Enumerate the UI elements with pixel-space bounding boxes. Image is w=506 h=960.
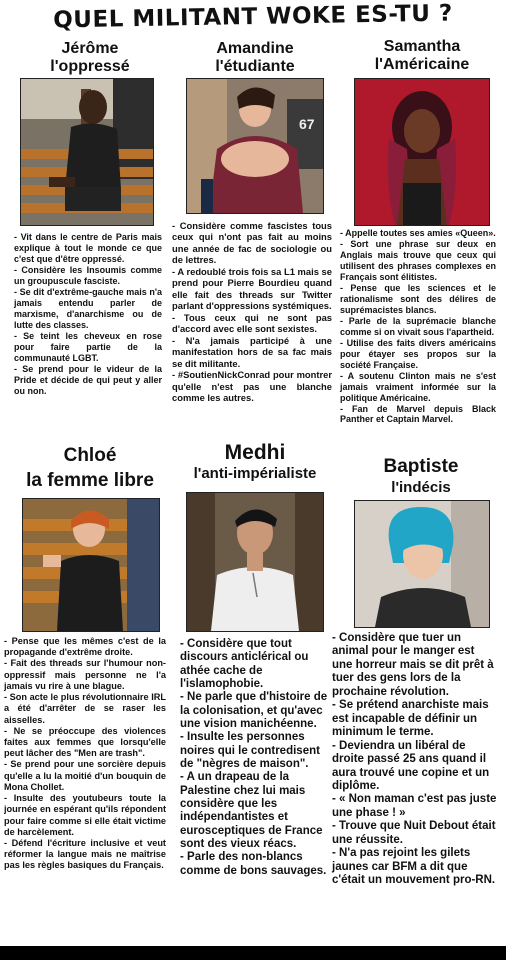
- panel-1-bullet: - Se teint les cheveux en rose pour faire partie de la communauté LGBT.: [14, 330, 162, 363]
- panel-2-subtitle: l'étudiante: [215, 57, 295, 75]
- panel-1-bullet: - Se dit d'extrême-gauche mais n'a jamais entendu parler de marxisme, d'anarchisme ou de lutte des classes.: [14, 286, 162, 330]
- panel-3-name: Samantha: [383, 38, 461, 55]
- panel-3-bullet: - Parle de la suprémacie blanche comme si on vivait sous l'apartheid.: [340, 315, 496, 337]
- panel-3-photo: [354, 78, 490, 226]
- panel-4-bullet: - Insulte des youtubeurs toute la journée en espérant qu'ils répondent pour faire comme si elle était victime de harcèlement.: [4, 793, 166, 837]
- panel-4-name: Chloé: [63, 445, 117, 466]
- panel-6-subtitle: l'indécis: [391, 478, 451, 496]
- panel-1-bullets: [14, 232, 162, 397]
- panel-5-photo: [186, 492, 324, 632]
- panel-4-bullet: - Son acte le plus révolutionnaire IRL a été d'arrêter de se raser les aisselles.: [4, 692, 166, 725]
- panel-5-bullet: - Insulte les personnes noires qui le contredisent de "nègres de maison".: [180, 731, 320, 770]
- panel-2-bullet: - Tous ceux qui ne sont pas d'accord avec elle sont sexistes.: [172, 311, 332, 335]
- panel-3-bullet: - Fan de Marvel depuis Black Panther et Captain Marvel.: [340, 403, 496, 425]
- panel-1-bullet: - Vit dans le centre de Paris mais explique à tout le monde ce que c'est que d'être oppressé.: [14, 232, 162, 264]
- panel-1-heading: [20, 40, 160, 76]
- panel-5-bullets: [180, 638, 332, 878]
- panel-3-subtitle: l'Américaine: [374, 55, 470, 73]
- panel-3-heading: [352, 38, 492, 74]
- panel-2-photo: [186, 78, 324, 214]
- panel-6-bullet: - Deviendra un libéral de droite passé 25 ans quand il aura trouvé une copine et un diplôme.: [332, 739, 490, 792]
- panel-3-bullet: - Utilise des faits divers américains pour étayer ses propos sur la société Française.: [340, 337, 496, 370]
- panel-2-bullets: [172, 220, 332, 404]
- panel-4-bullet: - Défend l'écriture inclusive et veut réformer la langue mais ne maîtrise pas les règles basiques du Français.: [4, 837, 166, 871]
- panel-1-bullet: - Considère les Insoumis comme un groupuscule fasciste.: [14, 264, 162, 286]
- panel-4-bullet: - Pense que les mêmes c'est de la propagande d'extrême droite.: [4, 636, 166, 658]
- panel-6-heading: [346, 456, 496, 497]
- panel-6-name: Baptiste: [383, 456, 459, 477]
- panel-1-name: Jérôme: [61, 40, 119, 57]
- panel-5-bullet: - Ne parle que d'histoire de la colonisation, et qu'avec une vision manichéenne.: [180, 691, 328, 730]
- panel-5-bullet: - Parle des non-blancs comme de bons sauvages.: [180, 851, 327, 877]
- panel-3-bullets: [340, 228, 496, 425]
- bottom-border: [0, 946, 506, 960]
- panel-2-heading: [180, 40, 330, 76]
- panel-6-bullet: - Trouve que Nuit Debout était une réussite.: [332, 820, 496, 846]
- panel-6-bullet: - N'a pas rejoint les gilets jaunes car BFM a dit que c'était un mouvement pro-RN.: [332, 847, 496, 887]
- panel-5-bullet: - Considère que tout discours anticlérical ou athée cache de l'islamophobie.: [180, 638, 309, 690]
- panel-1-photo: [20, 78, 154, 226]
- panel-6-photo: [354, 500, 490, 628]
- panel-6-bullets: [332, 632, 498, 888]
- panel-2-bullet: - A redoublé trois fois sa L1 mais se prend pour Pierre Bourdieu quand elle fait des threads sur Twitter parlant d'oppressions systémiques.: [172, 265, 332, 312]
- panel-3-bullet: - Sort une phrase sur deux en Anglais mais trouve que ceux qui utilisent des phrases complexes en Français sont élitistes.: [340, 238, 496, 282]
- panel-3-bullet: - A soutenu Clinton mais ne s'est jamais vraiment informée sur la politique Américaine.: [340, 370, 496, 403]
- panel-4-bullet: - Se prend pour une sorcière depuis qu'elle a lu la moitié d'un bouquin de Mona Chollet.: [4, 759, 166, 792]
- panel-4-subtitle: la femme libre: [26, 469, 154, 491]
- photo-sign-number: 67: [299, 116, 315, 132]
- panel-1-subtitle: l'oppressé: [50, 57, 130, 75]
- panel-4-bullet: - Fait des threads sur l'humour non-oppressif mais personne ne l'a jamais vu rire à une blague.: [4, 658, 166, 691]
- panel-4-bullets: [4, 636, 166, 872]
- panel-2-bullet: - #SoutienNickConrad pour montrer qu'elle n'est pas une blanche comme les autres.: [172, 369, 332, 404]
- panel-2-bullet: - Considère comme fascistes tous ceux qui n'ont pas fait au moins une année de fac de sociologie ou de lettres.: [172, 220, 332, 266]
- panel-6-bullet: - « Non maman c'est pas juste une phase ! »: [332, 793, 497, 819]
- panel-5-name: Medhi: [224, 441, 286, 464]
- panel-5-bullet: - A un drapeau de la Palestine chez lui mais considère que les indépendantistes et eurosceptiques de France sont des vieux réacs.: [180, 771, 323, 850]
- panel-4-heading: [8, 444, 172, 493]
- panel-4-photo: [22, 498, 160, 632]
- panel-2-name: Amandine: [216, 40, 294, 57]
- panel-2-bullet: - N'a jamais participé à une manifestation hors de sa fac mais se dit militante.: [172, 334, 332, 369]
- panel-4-bullet: - Ne se préoccupe des violences faites aux femmes que lorsqu'elle peut lâcher des "Men are trash".: [4, 725, 166, 759]
- panel-6-bullet: - Considère que tuer un animal pour le manger est une horreur mais se dit prêt à tuer des gens lors de la prochaine révolution.: [332, 632, 494, 698]
- panel-5-heading: [172, 440, 338, 483]
- panel-3-bullet: - Pense que les sciences et le rationalisme sont des délires de suprémacistes blancs.: [340, 282, 496, 315]
- panel-1-bullet: - Se prend pour le videur de la Pride et décide de qui peut y aller ou non.: [14, 363, 162, 396]
- panel-5-subtitle: l'anti-impérialiste: [193, 465, 317, 483]
- panel-3-bullet: - Appelle toutes ses amies «Queen».: [340, 228, 496, 238]
- panel-6-bullet: - Se prétend anarchiste mais est incapable de définir un minimum le terme.: [332, 699, 489, 739]
- page-title: QUEL MILITANT WOKE ES-TU ?: [53, 0, 453, 34]
